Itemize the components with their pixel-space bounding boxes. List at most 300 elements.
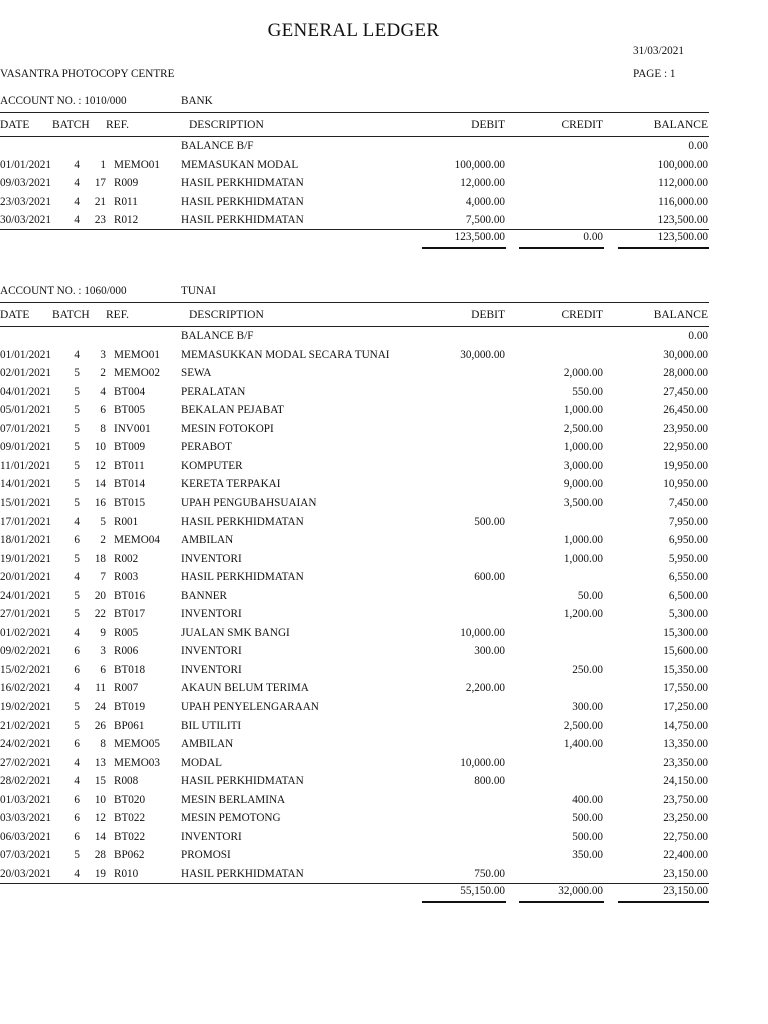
cell-ref-code: BT004 — [114, 385, 146, 398]
cell-ref-code: R003 — [114, 571, 139, 584]
cell-debit: 300.00 — [474, 645, 505, 658]
cell-ref-number: 2 — [100, 367, 106, 380]
cell-balance: 7,450.00 — [668, 496, 708, 509]
cell-date: 23/03/2021 — [0, 195, 51, 208]
header-top-rule — [0, 302, 709, 303]
cell-description: INVENTORI — [181, 645, 242, 658]
cell-ref-number: 6 — [100, 663, 106, 676]
cell-batch: 4 — [74, 158, 80, 171]
cell-description: PERABOT — [181, 441, 232, 454]
col-description-header: DESCRIPTION — [189, 309, 264, 321]
table-row — [0, 737, 768, 755]
cell-date: 24/02/2021 — [0, 738, 51, 751]
cell-ref-code: BT011 — [114, 459, 145, 472]
cell-credit: 1,000.00 — [563, 552, 603, 565]
cell-date: 17/01/2021 — [0, 515, 51, 528]
opening-balance-row — [0, 329, 768, 347]
cell-ref-code: R009 — [114, 177, 139, 190]
cell-ref-code: R005 — [114, 626, 139, 639]
col-batch-header: BATCH — [52, 309, 90, 321]
table-row — [0, 663, 768, 681]
cell-date: 20/01/2021 — [0, 571, 51, 584]
cell-description: JUALAN SMK BANGI — [181, 626, 290, 639]
cell-debit: 800.00 — [474, 775, 505, 788]
header-bottom-rule — [0, 326, 709, 327]
cell-description: HASIL PERKHIDMATAN — [181, 571, 304, 584]
cell-date: 27/01/2021 — [0, 608, 51, 621]
cell-credit: 2,500.00 — [563, 422, 603, 435]
cell-description: HASIL PERKHIDMATAN — [181, 867, 304, 880]
cell-ref-code: INV001 — [114, 422, 151, 435]
cell-ref-code: BT015 — [114, 496, 146, 509]
cell-credit: 1,000.00 — [563, 441, 603, 454]
opening-description: BALANCE B/F — [181, 330, 254, 342]
col-credit-header: CREDIT — [561, 119, 603, 131]
cell-debit: 30,000.00 — [460, 348, 505, 361]
total-credit: 32,000.00 — [558, 884, 603, 897]
cell-balance: 7,950.00 — [668, 515, 708, 528]
cell-balance: 6,950.00 — [668, 534, 708, 547]
cell-ref-number: 1 — [100, 158, 106, 171]
credit-total-underline — [519, 901, 604, 903]
cell-ref-number: 18 — [94, 552, 106, 565]
cell-debit: 2,200.00 — [465, 682, 505, 695]
cell-credit: 300.00 — [572, 701, 603, 713]
cell-ref-code: BT022 — [114, 830, 146, 843]
table-row — [0, 811, 768, 829]
cell-ref-code: R008 — [114, 775, 139, 788]
cell-description: HASIL PERKHIDMATAN — [181, 214, 304, 227]
cell-ref-code: BT017 — [114, 608, 146, 621]
cell-balance: 23,150.00 — [663, 867, 708, 880]
cell-date: 15/01/2021 — [0, 496, 51, 509]
account-name: TUNAI — [181, 285, 216, 297]
debit-total-underline — [422, 247, 506, 249]
cell-ref-number: 26 — [94, 719, 106, 732]
cell-credit: 9,000.00 — [563, 478, 603, 491]
cell-ref-number: 3 — [100, 348, 106, 361]
cell-date: 16/02/2021 — [0, 682, 51, 695]
opening-description: BALANCE B/F — [181, 140, 254, 152]
cell-ref-code: BT020 — [114, 793, 146, 806]
cell-balance: 22,950.00 — [663, 441, 708, 454]
cell-ref-code: R007 — [114, 682, 139, 695]
cell-batch: 4 — [74, 177, 80, 190]
table-row — [0, 515, 768, 533]
opening-balance-row — [0, 139, 768, 157]
cell-balance: 112,000.00 — [658, 177, 708, 190]
cell-batch: 4 — [74, 682, 80, 695]
cell-description: MESIN PEMOTONG — [181, 812, 281, 825]
cell-date: 24/01/2021 — [0, 589, 51, 602]
table-row — [0, 158, 768, 176]
col-batch-header: BATCH — [52, 119, 90, 131]
cell-ref-number: 13 — [94, 756, 106, 769]
cell-date: 11/01/2021 — [0, 459, 51, 472]
cell-date: 07/01/2021 — [0, 422, 51, 435]
table-row — [0, 756, 768, 774]
totals-row — [0, 230, 768, 248]
cell-batch: 6 — [74, 812, 80, 825]
account-number: ACCOUNT NO. : 1010/000 — [0, 95, 127, 107]
cell-ref-number: 10 — [94, 441, 106, 454]
cell-description: PERALATAN — [181, 385, 246, 398]
cell-ref-code: BP062 — [114, 849, 145, 862]
cell-date: 09/02/2021 — [0, 645, 51, 658]
col-debit-header: DEBIT — [471, 309, 505, 321]
cell-debit: 10,000.00 — [460, 626, 505, 639]
cell-batch: 5 — [74, 459, 80, 472]
cell-debit: 4,000.00 — [465, 195, 505, 208]
cell-ref-code: MEMO01 — [114, 348, 160, 361]
cell-date: 06/03/2021 — [0, 830, 51, 843]
cell-batch: 5 — [74, 404, 80, 417]
cell-description: PROMOSI — [181, 849, 231, 862]
cell-batch: 6 — [74, 534, 80, 547]
cell-batch: 5 — [74, 719, 80, 732]
cell-date: 30/03/2021 — [0, 214, 51, 227]
column-header-row — [0, 308, 768, 326]
cell-ref-number: 5 — [100, 515, 106, 528]
balance-total-underline — [618, 247, 709, 249]
cell-date: 09/03/2021 — [0, 177, 51, 190]
cell-description: BANNER — [181, 589, 227, 602]
page-number: PAGE : 1 — [633, 68, 676, 80]
table-row — [0, 607, 768, 625]
cell-ref-number: 16 — [94, 496, 106, 509]
cell-balance: 26,450.00 — [663, 404, 708, 417]
cell-description: BEKALAN PEJABAT — [181, 404, 284, 417]
header-bottom-rule — [0, 136, 709, 137]
cell-description: KOMPUTER — [181, 459, 243, 472]
cell-balance: 6,550.00 — [668, 571, 708, 584]
cell-balance: 13,350.00 — [663, 738, 708, 751]
table-row — [0, 533, 768, 551]
cell-date: 09/01/2021 — [0, 441, 51, 454]
cell-ref-number: 19 — [94, 867, 106, 880]
cell-description: KERETA TERPAKAI — [181, 478, 281, 491]
cell-balance: 28,000.00 — [663, 367, 708, 380]
table-row — [0, 644, 768, 662]
cell-ref-number: 12 — [94, 812, 106, 825]
table-row — [0, 195, 768, 213]
cell-balance: 19,950.00 — [663, 459, 708, 472]
cell-ref-code: BT019 — [114, 701, 146, 713]
cell-ref-code: MEMO05 — [114, 738, 160, 751]
cell-batch: 5 — [74, 478, 80, 491]
report-date: 31/03/2021 — [633, 45, 684, 57]
table-row — [0, 552, 768, 570]
cell-balance: 116,000.00 — [658, 195, 708, 208]
col-date-header: DATE — [0, 309, 30, 321]
cell-description: AMBILAN — [181, 738, 234, 751]
cell-batch: 5 — [74, 608, 80, 621]
total-debit: 123,500.00 — [454, 231, 505, 244]
col-ref-header: REF. — [106, 119, 130, 131]
cell-ref-code: BT022 — [114, 812, 146, 825]
cell-batch: 4 — [74, 867, 80, 880]
cell-batch: 5 — [74, 385, 80, 398]
cell-description: MODAL — [181, 756, 223, 769]
page-title: GENERAL LEDGER — [267, 20, 440, 41]
total-balance: 23,150.00 — [663, 884, 708, 897]
cell-ref-number: 14 — [94, 830, 106, 843]
table-row — [0, 570, 768, 588]
cell-debit: 600.00 — [474, 571, 505, 584]
header-top-rule — [0, 112, 709, 113]
cell-credit: 3,500.00 — [563, 496, 603, 509]
cell-ref-number: 7 — [100, 571, 106, 584]
table-row — [0, 719, 768, 737]
cell-description: HASIL PERKHIDMATAN — [181, 775, 304, 788]
cell-ref-code: R011 — [114, 195, 138, 208]
cell-description: HASIL PERKHIDMATAN — [181, 195, 304, 208]
table-row — [0, 830, 768, 848]
cell-batch: 4 — [74, 626, 80, 639]
cell-debit: 500.00 — [474, 515, 505, 528]
cell-ref-number: 8 — [100, 738, 106, 751]
cell-credit: 1,000.00 — [563, 404, 603, 417]
table-row — [0, 681, 768, 699]
cell-credit: 1,400.00 — [563, 738, 603, 751]
cell-ref-code: R010 — [114, 867, 139, 880]
cell-ref-code: BT009 — [114, 441, 146, 454]
cell-batch: 6 — [74, 830, 80, 843]
account-number: ACCOUNT NO. : 1060/000 — [0, 285, 127, 297]
cell-balance: 23,350.00 — [663, 756, 708, 769]
cell-description: INVENTORI — [181, 608, 242, 621]
totals-row — [0, 884, 768, 902]
cell-date: 14/01/2021 — [0, 478, 51, 491]
cell-description: SEWA — [181, 367, 212, 380]
table-row — [0, 774, 768, 792]
cell-ref-code: BP061 — [114, 719, 145, 732]
cell-batch: 5 — [74, 496, 80, 509]
cell-ref-code: BT014 — [114, 478, 146, 491]
cell-date: 28/02/2021 — [0, 775, 51, 788]
cell-batch: 6 — [74, 738, 80, 751]
cell-description: MEMASUKAN MODAL — [181, 158, 299, 171]
cell-credit: 550.00 — [572, 385, 603, 398]
table-row — [0, 496, 768, 514]
cell-balance: 10,950.00 — [663, 478, 708, 491]
cell-date: 02/01/2021 — [0, 367, 51, 380]
cell-ref-number: 6 — [100, 404, 106, 417]
cell-date: 07/03/2021 — [0, 849, 51, 862]
cell-balance: 23,750.00 — [663, 793, 708, 806]
cell-ref-number: 4 — [100, 385, 106, 398]
cell-ref-number: 10 — [94, 793, 106, 806]
cell-batch: 5 — [74, 367, 80, 380]
cell-ref-number: 15 — [94, 775, 106, 788]
cell-date: 01/01/2021 — [0, 158, 51, 171]
table-row — [0, 366, 768, 384]
cell-batch: 4 — [74, 214, 80, 227]
cell-balance: 15,350.00 — [663, 663, 708, 676]
col-balance-header: BALANCE — [653, 309, 708, 321]
table-row — [0, 848, 768, 866]
cell-balance: 30,000.00 — [663, 348, 708, 361]
cell-ref-number: 2 — [100, 534, 106, 547]
table-row — [0, 459, 768, 477]
cell-balance: 24,150.00 — [663, 775, 708, 788]
cell-description: INVENTORI — [181, 830, 242, 843]
cell-balance: 15,300.00 — [663, 626, 708, 639]
cell-date: 01/02/2021 — [0, 626, 51, 639]
total-credit: 0.00 — [583, 231, 603, 244]
cell-ref-number: 11 — [95, 682, 106, 695]
cell-credit: 1,000.00 — [563, 534, 603, 547]
cell-description: HASIL PERKHIDMATAN — [181, 515, 304, 528]
table-row — [0, 589, 768, 607]
col-debit-header: DEBIT — [471, 119, 505, 131]
cell-description: AMBILAN — [181, 534, 234, 547]
cell-debit: 100,000.00 — [454, 158, 505, 171]
cell-ref-code: BT018 — [114, 663, 146, 676]
cell-batch: 4 — [74, 571, 80, 584]
cell-date: 18/01/2021 — [0, 534, 51, 547]
debit-total-underline — [422, 901, 506, 903]
cell-ref-code: R002 — [114, 552, 139, 565]
col-date-header: DATE — [0, 119, 30, 131]
cell-balance: 27,450.00 — [663, 385, 708, 398]
cell-batch: 4 — [74, 775, 80, 788]
cell-description: INVENTORI — [181, 663, 242, 676]
table-row — [0, 440, 768, 458]
total-debit: 55,150.00 — [460, 884, 505, 897]
table-row — [0, 385, 768, 403]
cell-batch: 5 — [74, 422, 80, 435]
cell-batch: 5 — [74, 441, 80, 454]
cell-credit: 500.00 — [572, 812, 603, 825]
table-row — [0, 626, 768, 644]
cell-ref-code: BT016 — [114, 589, 146, 602]
cell-ref-code: MEMO04 — [114, 534, 160, 547]
cell-batch: 6 — [74, 645, 80, 658]
column-header-row — [0, 118, 768, 136]
cell-batch: 4 — [74, 515, 80, 528]
cell-ref-number: 8 — [100, 422, 106, 435]
cell-description: INVENTORI — [181, 552, 242, 565]
cell-description: UPAH PENGUBAHSUAIAN — [181, 496, 317, 509]
cell-date: 15/02/2021 — [0, 663, 51, 676]
table-row — [0, 176, 768, 194]
cell-ref-code: R001 — [114, 515, 139, 528]
cell-batch: 4 — [74, 195, 80, 208]
cell-ref-number: 12 — [94, 459, 106, 472]
cell-debit: 750.00 — [474, 867, 505, 880]
cell-balance: 22,400.00 — [663, 849, 708, 862]
table-row — [0, 700, 768, 718]
table-row — [0, 477, 768, 495]
cell-credit: 350.00 — [572, 849, 603, 862]
cell-batch: 6 — [74, 793, 80, 806]
cell-balance: 5,300.00 — [668, 608, 708, 621]
cell-balance: 23,950.00 — [663, 422, 708, 435]
cell-ref-code: MEMO03 — [114, 756, 160, 769]
cell-description: MESIN BERLAMINA — [181, 793, 286, 806]
cell-ref-number: 24 — [94, 701, 106, 713]
cell-batch: 6 — [74, 663, 80, 676]
table-row — [0, 348, 768, 366]
table-row — [0, 422, 768, 440]
cell-date: 04/01/2021 — [0, 385, 51, 398]
table-row — [0, 403, 768, 421]
cell-ref-number: 20 — [94, 589, 106, 602]
total-balance: 123,500.00 — [657, 231, 708, 244]
cell-credit: 500.00 — [572, 830, 603, 843]
cell-batch: 5 — [74, 849, 80, 862]
cell-date: 27/02/2021 — [0, 756, 51, 769]
credit-total-underline — [519, 247, 604, 249]
cell-credit: 50.00 — [577, 589, 603, 602]
col-balance-header: BALANCE — [653, 119, 708, 131]
cell-ref-code: MEMO01 — [114, 158, 160, 171]
cell-balance: 123,500.00 — [657, 214, 708, 227]
cell-credit: 2,500.00 — [563, 719, 603, 732]
cell-description: HASIL PERKHIDMATAN — [181, 177, 304, 190]
cell-date: 21/02/2021 — [0, 719, 51, 732]
cell-ref-number: 9 — [100, 626, 106, 639]
cell-credit: 3,000.00 — [563, 459, 603, 472]
cell-balance: 23,250.00 — [663, 812, 708, 825]
cell-debit: 10,000.00 — [460, 756, 505, 769]
cell-credit: 250.00 — [572, 663, 603, 676]
cell-ref-code: R006 — [114, 645, 139, 658]
cell-ref-code: MEMO02 — [114, 367, 160, 380]
cell-date: 03/03/2021 — [0, 812, 51, 825]
opening-balance: 0.00 — [688, 140, 708, 152]
col-credit-header: CREDIT — [561, 309, 603, 321]
opening-balance: 0.00 — [688, 330, 708, 342]
balance-total-underline — [618, 901, 709, 903]
cell-credit: 400.00 — [572, 793, 603, 806]
cell-ref-number: 21 — [94, 195, 106, 208]
cell-batch: 5 — [74, 701, 80, 713]
cell-batch: 5 — [74, 552, 80, 565]
cell-balance: 15,600.00 — [663, 645, 708, 658]
cell-balance: 22,750.00 — [663, 830, 708, 843]
cell-credit: 1,200.00 — [563, 608, 603, 621]
cell-date: 01/01/2021 — [0, 348, 51, 361]
cell-description: UPAH PENYELENGARAAN — [181, 701, 319, 713]
account-name: BANK — [181, 95, 213, 107]
cell-ref-number: 14 — [94, 478, 106, 491]
cell-ref-number: 3 — [100, 645, 106, 658]
cell-ref-code: R012 — [114, 214, 139, 227]
col-description-header: DESCRIPTION — [189, 119, 264, 131]
cell-ref-number: 23 — [94, 214, 106, 227]
cell-balance: 100,000.00 — [657, 158, 708, 171]
cell-balance: 5,950.00 — [668, 552, 708, 565]
cell-description: BIL UTILITI — [181, 719, 242, 732]
cell-debit: 7,500.00 — [465, 214, 505, 227]
cell-description: MEMASUKKAN MODAL SECARA TUNAI — [181, 348, 390, 361]
cell-description: AKAUN BELUM TERIMA — [181, 682, 309, 695]
cell-balance: 17,550.00 — [663, 682, 708, 695]
cell-balance: 6,500.00 — [668, 589, 708, 602]
cell-date: 05/01/2021 — [0, 404, 51, 417]
cell-batch: 4 — [74, 348, 80, 361]
cell-ref-code: BT005 — [114, 404, 146, 417]
cell-date: 20/03/2021 — [0, 867, 51, 880]
cell-batch: 4 — [74, 756, 80, 769]
cell-description: MESIN FOTOKOPI — [181, 422, 274, 435]
cell-batch: 5 — [74, 589, 80, 602]
cell-balance: 14,750.00 — [663, 719, 708, 732]
cell-ref-number: 28 — [94, 849, 106, 862]
table-row — [0, 793, 768, 811]
